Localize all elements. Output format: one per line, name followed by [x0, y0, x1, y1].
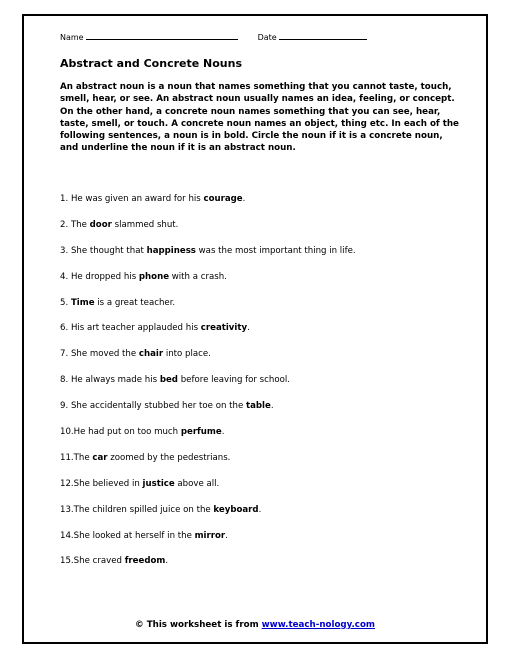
question-text: He had put on too much — [73, 427, 181, 438]
footer-text: © This worksheet is from — [135, 620, 262, 630]
question-number: 7. — [60, 349, 69, 360]
question-item — [60, 426, 356, 452]
question-number: 2. — [60, 219, 69, 230]
question-text: He was given an award for his — [70, 194, 204, 204]
question-text: . — [270, 401, 274, 412]
question-text: His art teacher applauded his — [70, 323, 201, 334]
worksheet-title: Abstract and Concrete Nouns — [60, 57, 242, 70]
question-number: 11. — [60, 452, 74, 463]
bold-noun: phone — [138, 271, 170, 282]
question-text: She moved the — [70, 349, 139, 360]
question-number: 8. — [60, 375, 69, 386]
question-item — [60, 374, 356, 400]
question-number: 6. — [60, 323, 69, 334]
question-item — [60, 322, 356, 348]
bold-noun: chair — [138, 349, 164, 360]
name-label: Name — [60, 33, 84, 42]
bold-noun: Time — [70, 297, 95, 308]
question-number: 5. — [60, 297, 69, 308]
bold-noun: happiness — [146, 245, 196, 256]
date-blank-line — [279, 31, 367, 40]
bold-noun: door — [89, 219, 112, 230]
question-text: with a crash. — [169, 271, 227, 282]
question-number: 4. — [60, 271, 69, 282]
question-list — [60, 193, 356, 581]
bold-noun: mirror — [194, 530, 226, 541]
question-text: The — [73, 452, 93, 463]
bold-noun: keyboard — [213, 504, 259, 515]
bold-noun: bed — [159, 375, 178, 386]
date-label: Date — [257, 33, 277, 42]
question-number: 1. — [60, 194, 69, 204]
bold-noun: creativity — [200, 323, 248, 334]
question-text: zoomed by the pedestrians. — [107, 452, 231, 463]
bold-noun: table — [245, 401, 271, 412]
question-number: 10. — [60, 427, 74, 438]
question-text: She accidentally stubbed her toe on the — [70, 401, 246, 412]
question-text: . — [225, 530, 228, 541]
question-text: He dropped his — [70, 271, 139, 282]
footer-website-link[interactable]: www.teach-nology.com — [261, 620, 375, 630]
question-item — [60, 271, 356, 297]
question-text: slammed shut. — [111, 219, 179, 230]
name-blank-line — [86, 31, 238, 40]
question-text: . — [242, 194, 246, 204]
question-item — [60, 193, 356, 219]
question-number: 13. — [60, 504, 74, 515]
question-text: into place. — [163, 349, 211, 360]
question-number: 3. — [60, 245, 69, 256]
question-number: 15. — [60, 556, 74, 567]
question-text: . — [247, 323, 250, 334]
bold-noun: courage — [203, 194, 243, 204]
question-text: . — [165, 556, 169, 567]
question-item — [60, 452, 356, 478]
question-item — [60, 478, 356, 504]
question-text: She craved — [73, 556, 125, 567]
question-text: above all. — [174, 478, 220, 489]
question-text: . — [258, 504, 262, 515]
question-text: is a great teacher. — [94, 297, 176, 308]
question-item — [60, 400, 356, 426]
question-text: was the most important thing in life. — [195, 245, 356, 256]
question-number: 9. — [60, 401, 69, 412]
bold-noun: car — [92, 452, 108, 463]
question-item — [60, 555, 356, 581]
question-item — [60, 297, 356, 323]
bold-noun: perfume — [180, 427, 222, 438]
question-item — [60, 504, 356, 530]
question-text: . — [221, 427, 225, 438]
question-item — [60, 219, 356, 245]
question-number: 14. — [60, 530, 74, 541]
question-text: She thought that — [70, 245, 147, 256]
bold-noun: freedom — [124, 556, 166, 567]
question-item — [60, 348, 356, 374]
question-number: 12. — [60, 478, 74, 489]
question-text: The — [70, 219, 90, 230]
instructions-paragraph: An abstract noun is a noun that names something that you cannot taste, touch, smell, hear, or see. An abstract noun usually names an idea, feeling, or concept. On the other hand, a concrete noun names something that you can see, hear, taste, smell, or touch. A concrete noun names an object, thing etc. In each of the following sentences, a noun is in bold. Circle the noun if it is a concrete noun, and underline the noun if it is an abstract noun. — [60, 82, 459, 154]
question-text: before leaving for school. — [177, 375, 290, 386]
footer-credit — [0, 620, 510, 630]
question-text: She believed in — [73, 478, 143, 489]
question-item — [60, 530, 356, 556]
bold-noun: justice — [142, 478, 175, 489]
question-text: She looked at herself in the — [73, 530, 195, 541]
question-item — [60, 245, 356, 271]
worksheet-header — [60, 31, 367, 42]
question-text: He always made his — [70, 375, 160, 386]
question-text: The children spilled juice on the — [73, 504, 214, 515]
